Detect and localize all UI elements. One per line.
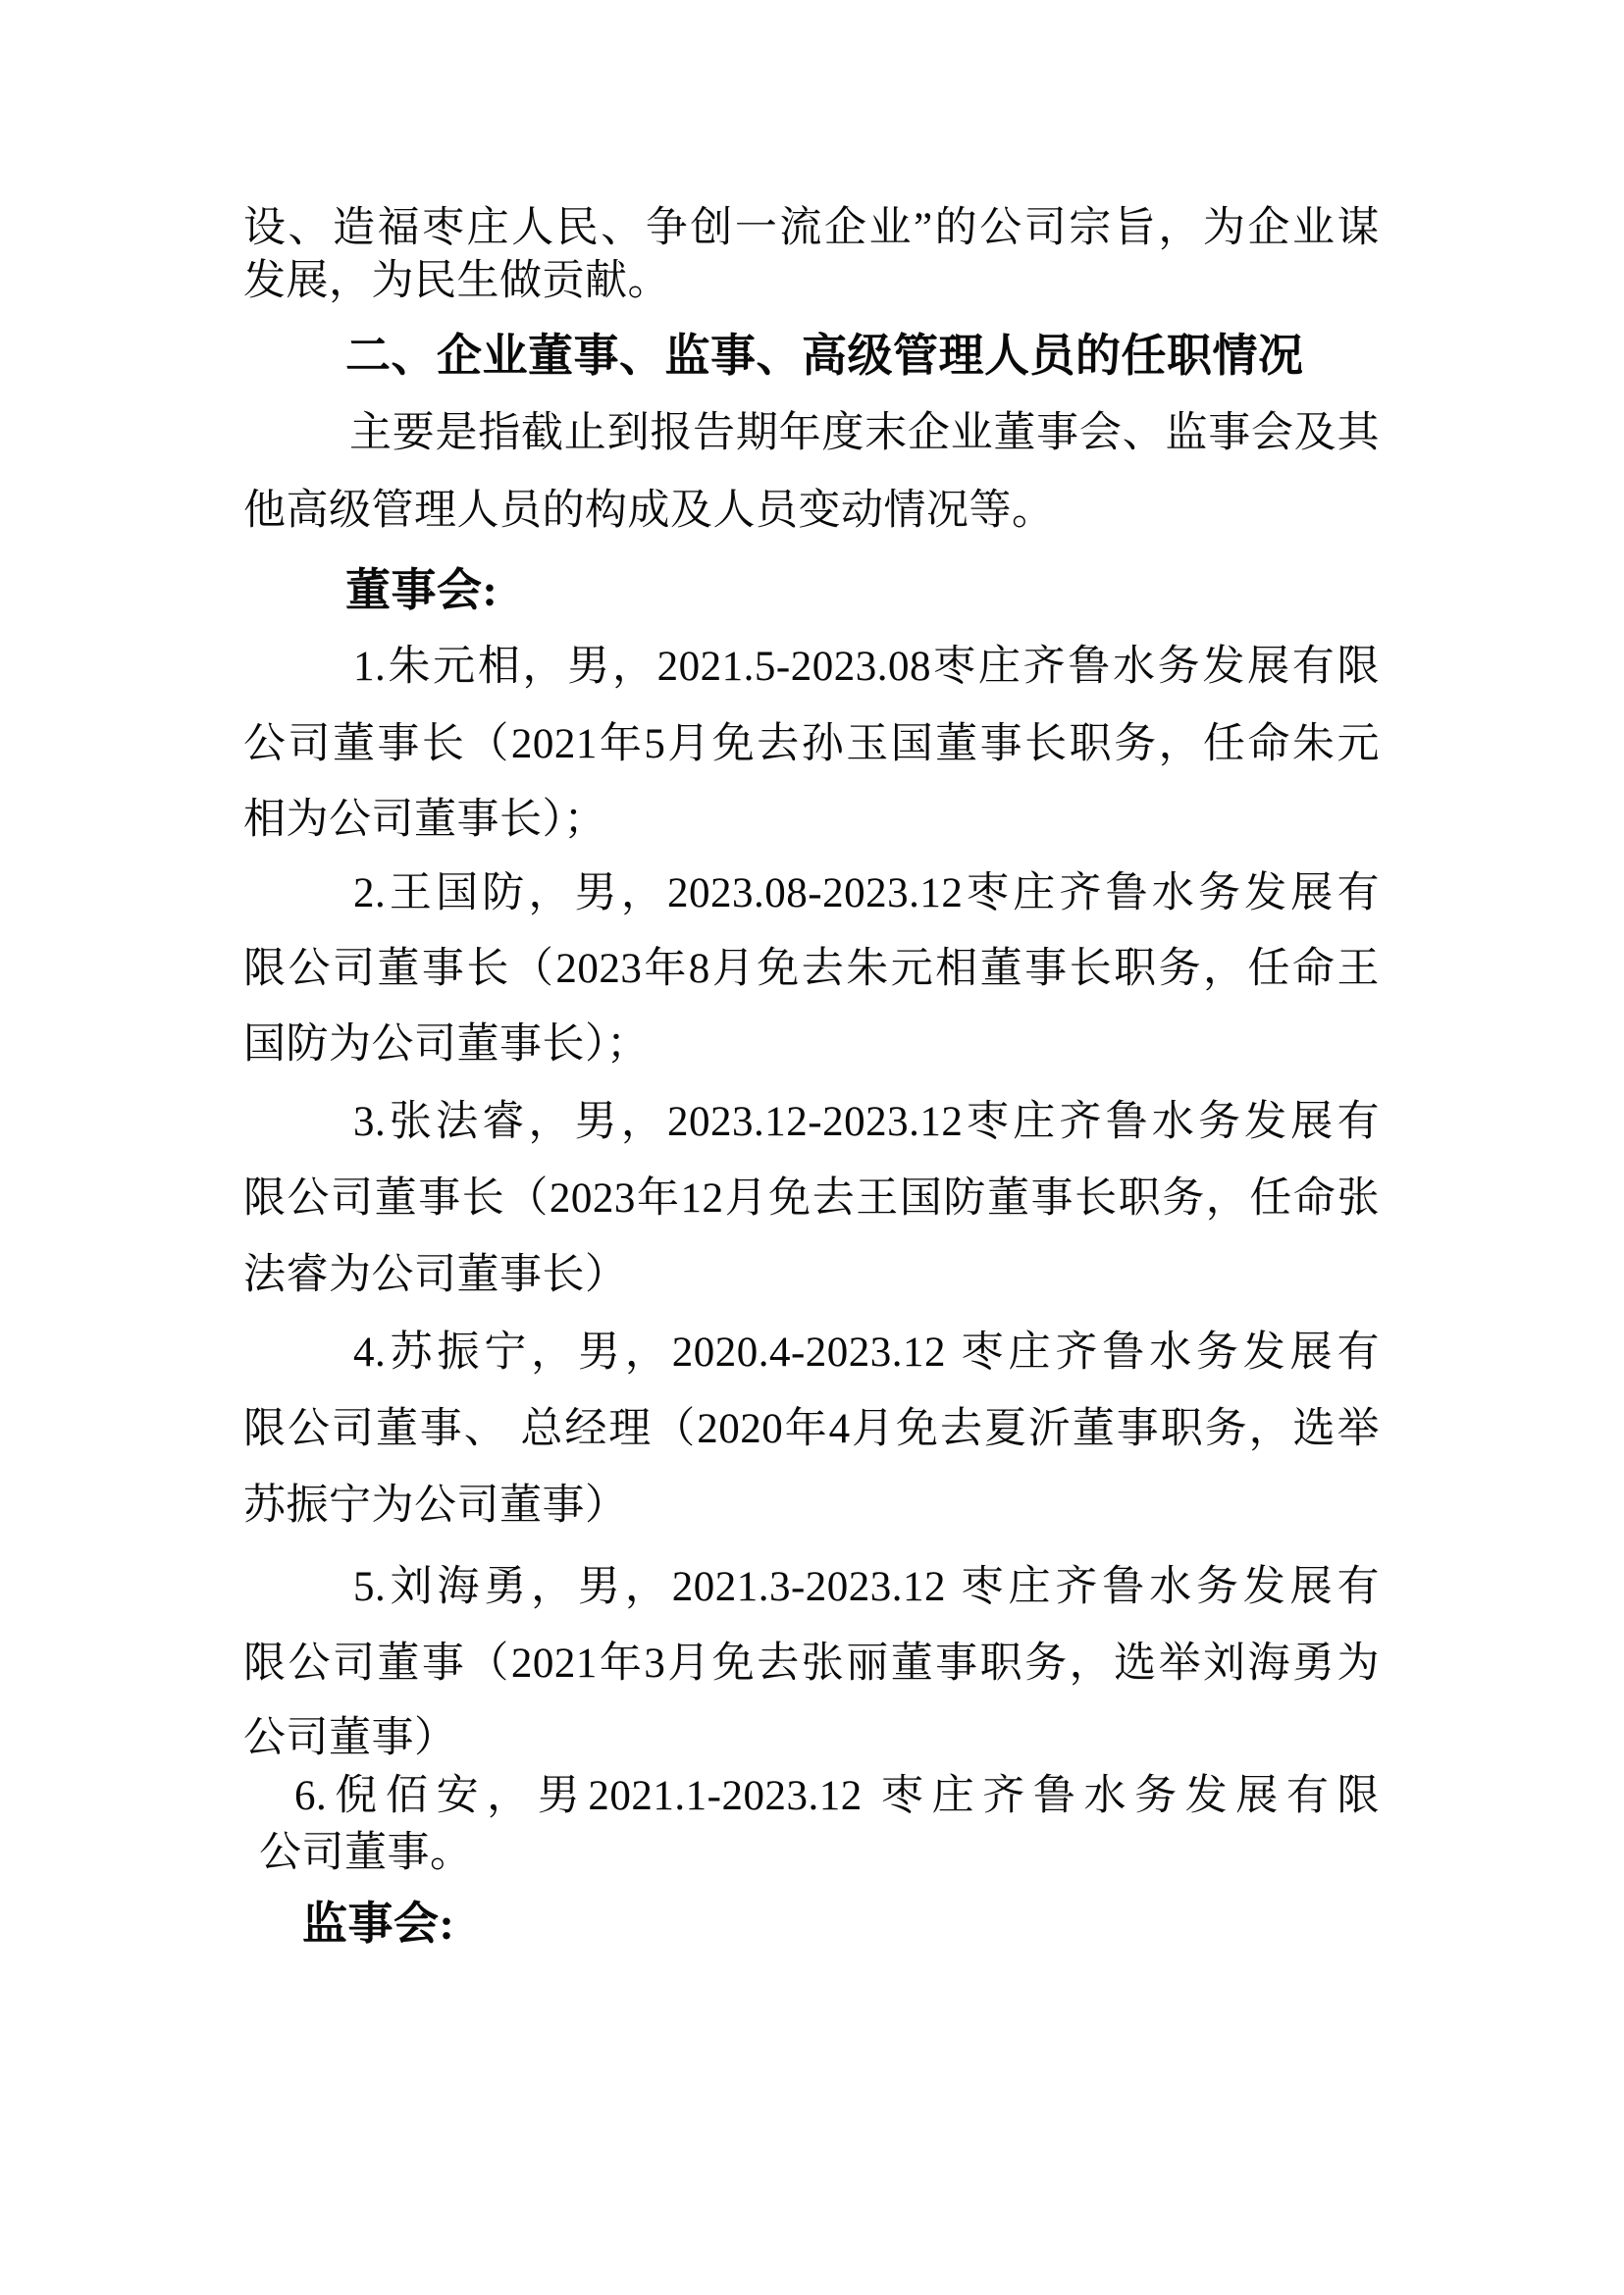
- item6-line2: 公司董事。: [259, 1830, 473, 1876]
- section-heading: 二、企业董事、监事、高级管理人员的任职情况: [345, 331, 1304, 381]
- supervisory-heading: 监事会:: [302, 1899, 455, 1949]
- para2-line1: 主要是指截止到报告期年度末企业董事会、监事会及其: [349, 410, 1380, 456]
- item1-line1: 1.朱元相，男，2021.5-2023.08枣庄齐鲁水务发展有限: [353, 644, 1380, 690]
- item4-line2: 限公司董事、 总经理（2020年4月免去夏沂董事职务，选举: [243, 1406, 1380, 1452]
- item2-line3: 国防为公司董事长）；: [243, 1021, 650, 1068]
- item3-line2: 限公司董事长（2023年12月免去王国防董事长职务，任命张: [243, 1175, 1380, 1222]
- item2-line1: 2.王国防，男，2023.08-2023.12枣庄齐鲁水务发展有: [353, 870, 1380, 916]
- item4-line3: 苏振宁为公司董事）: [243, 1483, 628, 1529]
- item5-line1: 5.刘海勇，男，2021.3-2023.12 枣庄齐鲁水务发展有: [353, 1564, 1380, 1610]
- item1-line3: 相为公司董事长）；: [243, 797, 606, 843]
- item4-line1: 4.苏振宁，男，2020.4-2023.12 枣庄齐鲁水务发展有: [353, 1330, 1380, 1376]
- item5-line3: 公司董事）: [243, 1715, 457, 1761]
- para1-line1: 设、造福枣庄人民、争创一流企业”的公司宗旨，为企业谋: [243, 205, 1380, 251]
- item2-line2: 限公司董事长（2023年8月免去朱元相董事长职务，任命王: [243, 946, 1380, 992]
- para2-line2: 他高级管理人员的构成及人员变动情况等。: [243, 488, 1055, 534]
- item5-line2: 限公司董事（2021年3月免去张丽董事职务，选举刘海勇为: [243, 1641, 1380, 1687]
- item1-line2: 公司董事长（2021年5月免去孙玉国董事长职务，任命朱元: [243, 721, 1380, 767]
- item3-line1: 3.张法睿，男，2023.12-2023.12枣庄齐鲁水务发展有: [353, 1099, 1380, 1145]
- para1-line2: 发展，为民生做贡献。: [243, 258, 670, 304]
- board-heading: 董事会:: [345, 565, 498, 615]
- item6-line1: 6.倪佰安，男2021.1-2023.12 枣庄齐鲁水务发展有限: [294, 1773, 1380, 1819]
- item3-line3: 法睿为公司董事长）: [243, 1252, 628, 1298]
